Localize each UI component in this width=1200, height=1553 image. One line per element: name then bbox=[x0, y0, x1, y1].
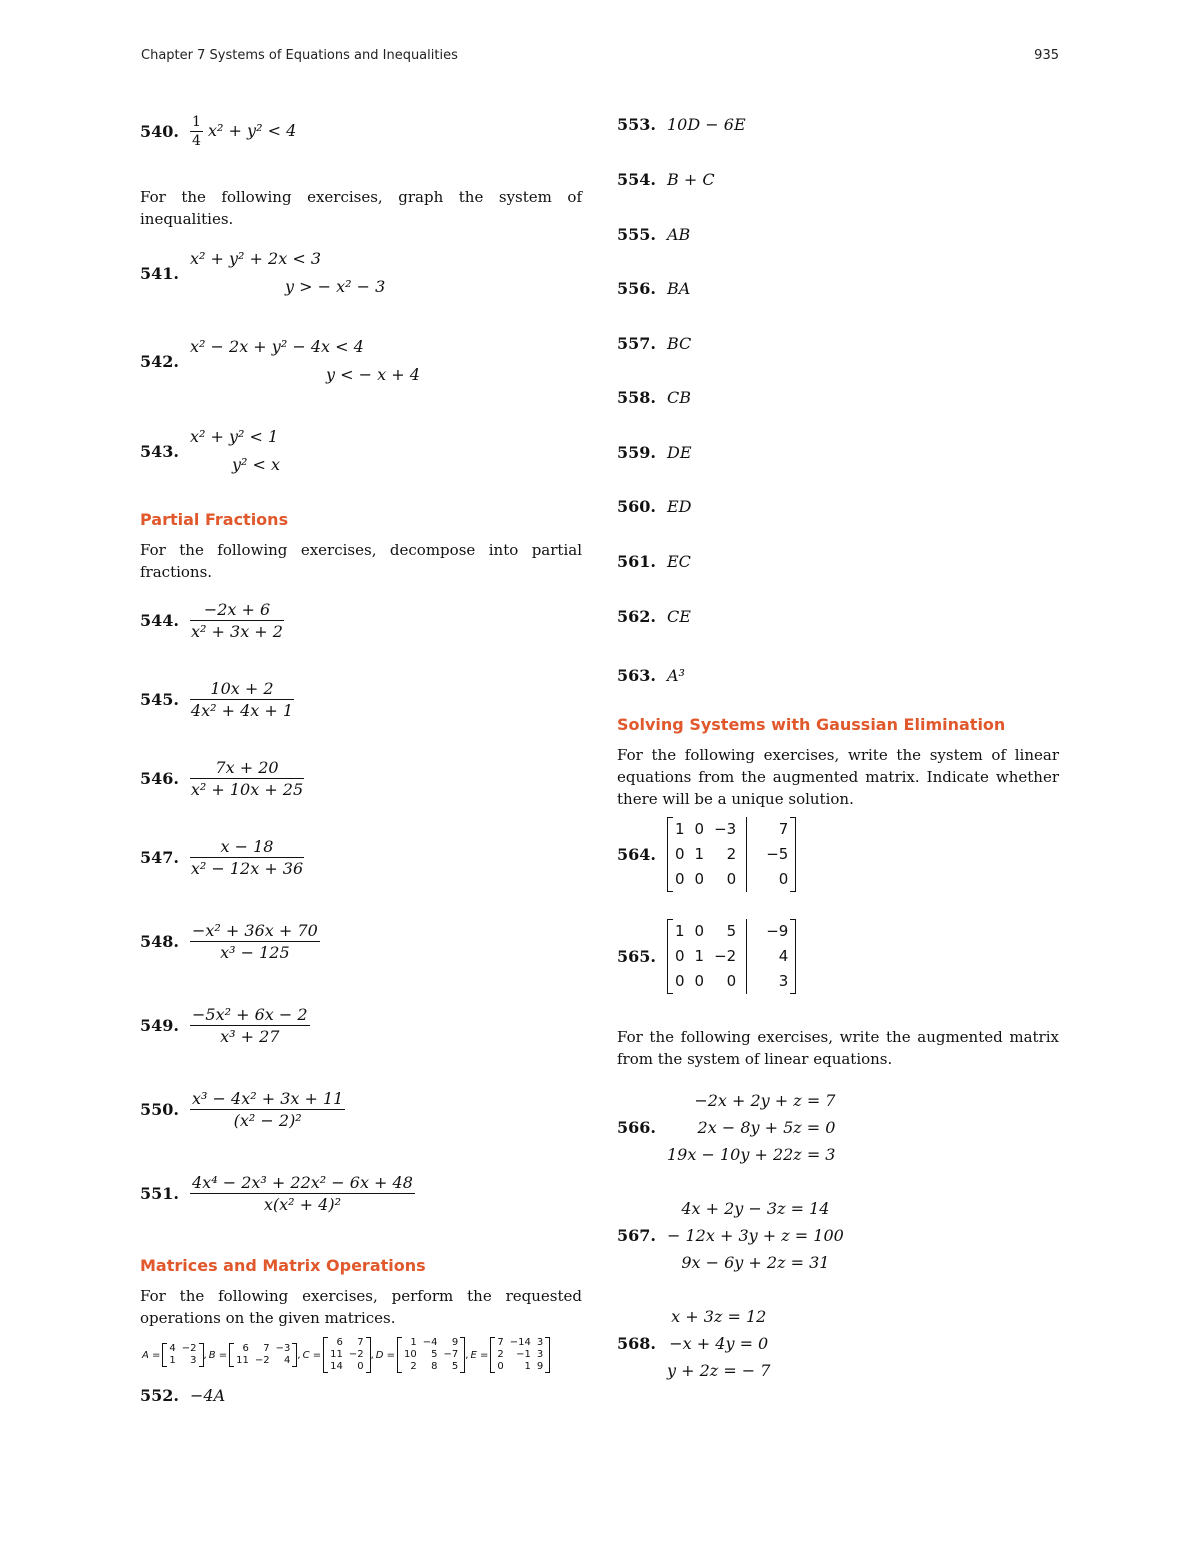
matrix-cell: −3 bbox=[714, 819, 737, 838]
exercise-555: 555. AB bbox=[617, 224, 691, 244]
fraction: $\frac{\text{x³ − 4x² + 3x + 11}}{\text{(x² − 2)²}}$ bbox=[192, 1088, 344, 1130]
exercise-558: 558. CB bbox=[617, 387, 691, 407]
inequality-system: x² − 2x + y² − 4x < 4 y < − x + 4 bbox=[190, 337, 420, 384]
matrix-cell: −3 bbox=[275, 1343, 291, 1354]
matrix-cell: −9 bbox=[766, 921, 789, 940]
exercise-554: 554. B + C bbox=[617, 169, 715, 189]
augment-bar bbox=[746, 867, 756, 892]
matrix-cell: 0 bbox=[497, 1361, 504, 1372]
instructions-partial: For the following exercises, decompose into partial fractions. bbox=[140, 541, 582, 581]
exercise-547: 547. $\frac{x - 18}{\text{x² − 12x + 36}}$ bbox=[140, 836, 304, 878]
equation-system: x + 3z = 12 −x + 4y = 0 y + 2z = − 7 bbox=[667, 1306, 771, 1380]
matrix-cell: 1 bbox=[675, 819, 685, 838]
augment-bar bbox=[746, 842, 756, 867]
instructions-augmented: For the following exercises, write the augmented matrix from the system of linear equations. bbox=[617, 1028, 1059, 1068]
matrix-cell: 8 bbox=[431, 1361, 438, 1372]
matrix-cell: −14 bbox=[509, 1337, 531, 1348]
matrix-cell: 3 bbox=[778, 971, 789, 990]
inequality-system: x² + y² < 1 y² < x bbox=[190, 427, 281, 474]
exercise-550: 550. $\frac{\text{x³ − 4x² + 3x + 11}}{\text{(x² − 2)²}}$ bbox=[140, 1088, 344, 1130]
exercise-549: 549. $\frac{\text{−5x² + 6x − 2}}{\text{x³ + 27}}$ bbox=[140, 1004, 308, 1046]
augmented-matrix bbox=[667, 919, 796, 994]
matrix-cell: 0 bbox=[694, 869, 705, 888]
matrix-cell: 0 bbox=[675, 844, 685, 863]
exercise-553: 553. 10D − 6E bbox=[617, 114, 746, 134]
augment-bar bbox=[746, 944, 756, 969]
matrix-cell: 11 bbox=[330, 1349, 343, 1360]
exercise-563: 563. A³ bbox=[617, 665, 685, 685]
matrix-cell: 1 bbox=[524, 1361, 531, 1372]
exercise-560: 560. ED bbox=[617, 496, 692, 516]
matrix-cell: 6 bbox=[336, 1337, 343, 1348]
matrix-label-a: A = bbox=[142, 1349, 161, 1361]
matrix-cell: −7 bbox=[443, 1349, 459, 1360]
section-heading-matrices: Matrices and Matrix Operations bbox=[140, 1256, 426, 1275]
exercise-556: 556. BA bbox=[617, 278, 691, 298]
exercise-543: 543. x² + y² < 1 y² < x bbox=[140, 418, 582, 484]
exercise-566: 566. −2x + 2y + z = 7 2x − 8y + 5z = 0 19x − 10y + 22z = 3 bbox=[617, 1086, 1059, 1168]
matrix-cell: 10 bbox=[404, 1349, 417, 1360]
matrix-b bbox=[229, 1343, 297, 1367]
matrix-cell: 0 bbox=[726, 971, 737, 990]
matrix-cell: −1 bbox=[516, 1349, 531, 1360]
matrix-cell: 7 bbox=[497, 1337, 504, 1348]
given-matrices: A = 4 −2 1 3 , B = 6 7 −3 11 −2 4 , C = 6 7 11 −2 14 0 , D = 1 −4 9 10 5 −7 2 8 5 , E = 7 −14 3 2 −1 3 0 1 9 bbox=[140, 1337, 582, 1373]
inequality: $\frac{1}{4}$ x² + y² < 4 bbox=[192, 113, 297, 149]
matrix-cell: 5 bbox=[451, 1361, 459, 1372]
exercise-551: 551. $\frac{\text{4x⁴ − 2x³ + 22x² − 6x + 48}}{\text{x(x² + 4)²}}$ bbox=[140, 1172, 413, 1214]
matrix-cell: −2 bbox=[181, 1343, 197, 1354]
matrix-cell: 9 bbox=[451, 1337, 459, 1348]
matrix-cell: −5 bbox=[766, 844, 789, 863]
exercise-542: 542. x² − 2x + y² − 4x < 4 y < − x + 4 bbox=[140, 328, 582, 394]
augmented-matrix bbox=[667, 817, 796, 892]
matrix-cell: 3 bbox=[190, 1355, 197, 1366]
matrix-cell: 1 bbox=[675, 921, 685, 940]
exercise-548: 548. $\frac{\text{−x² + 36x + 70}}{\text{x³ − 125}}$ bbox=[140, 920, 318, 962]
matrix-cell: 6 bbox=[242, 1343, 249, 1354]
matrix-label-e: E = bbox=[470, 1349, 489, 1361]
matrix-e bbox=[490, 1337, 550, 1373]
augment-bar bbox=[746, 969, 756, 994]
exercise-568: 568. x + 3z = 12 −x + 4y = 0 y + 2z = − 7 bbox=[617, 1302, 1059, 1384]
matrix-cell: 7 bbox=[778, 819, 789, 838]
matrix-c bbox=[323, 1337, 370, 1373]
exercise-567: 567. 4x + 2y − 3z = 14 − 12x + 3y + z = 100 9x − 6y + 2z = 31 bbox=[617, 1194, 1059, 1276]
matrix-cell: 0 bbox=[694, 971, 705, 990]
matrix-cell: 0 bbox=[778, 869, 789, 888]
matrix-cell: 0 bbox=[726, 869, 737, 888]
matrix-a bbox=[162, 1343, 203, 1367]
exercise-number: 540. bbox=[140, 121, 179, 141]
fraction: $\frac{7x + 20}{\text{x² + 10x + 25}}$ bbox=[190, 757, 304, 799]
page-number: 935 bbox=[1034, 48, 1059, 63]
matrix-cell: 11 bbox=[236, 1355, 249, 1366]
matrix-cell: 3 bbox=[536, 1337, 544, 1348]
exercise-561: 561. EC bbox=[617, 551, 691, 571]
matrix-cell: 0 bbox=[357, 1361, 364, 1372]
matrix-cell: 1 bbox=[169, 1355, 176, 1366]
matrix-cell: −2 bbox=[254, 1355, 270, 1366]
exercise-557: 557. BC bbox=[617, 333, 692, 353]
fraction: $\frac{-2x + 6}{\text{x² + 3x + 2}}$ bbox=[191, 599, 283, 641]
matrix-cell: 14 bbox=[330, 1361, 343, 1372]
instructions-gaussian: For the following exercises, write the system of linear equations from the augmented matrix. Indicate whether there will be a unique solution. bbox=[617, 746, 1059, 808]
equation-system: −2x + 2y + z = 7 2x − 8y + 5z = 0 19x − 10y + 22z = 3 bbox=[667, 1090, 836, 1164]
exercise-565: 565. 1 0 5 −9 0 1 −2 4 0 0 0 3 bbox=[617, 924, 1059, 988]
instructions-graph: For the following exercises, graph the system of inequalities. bbox=[140, 188, 582, 228]
instructions-matrices: For the following exercises, perform the requested operations on the given matrices. bbox=[140, 1287, 582, 1327]
matrix-cell: 1 bbox=[694, 844, 705, 863]
fraction: $\frac{x - 18}{\text{x² − 12x + 36}}$ bbox=[190, 836, 304, 878]
exercise-564: 564. 1 0 −3 7 0 1 2 −5 0 0 0 0 bbox=[617, 822, 1059, 886]
matrix-cell: 0 bbox=[675, 869, 685, 888]
matrix-cell: 0 bbox=[694, 819, 705, 838]
matrix-cell: −2 bbox=[714, 946, 737, 965]
matrix-cell: −4 bbox=[422, 1337, 438, 1348]
matrix-cell: 2 bbox=[726, 844, 737, 863]
matrix-cell: 5 bbox=[726, 921, 737, 940]
equation-system: 4x + 2y − 3z = 14 − 12x + 3y + z = 100 9x − 6y + 2z = 31 bbox=[667, 1198, 844, 1272]
matrix-cell: 2 bbox=[410, 1361, 417, 1372]
matrix-cell: 5 bbox=[431, 1349, 438, 1360]
exercise-562: 562. CE bbox=[617, 606, 691, 626]
matrix-cell: 4 bbox=[284, 1355, 291, 1366]
matrix-cell: 7 bbox=[263, 1343, 270, 1354]
matrix-cell: 4 bbox=[169, 1343, 176, 1354]
matrix-cell: 9 bbox=[536, 1361, 544, 1372]
matrix-label-b: B = bbox=[208, 1349, 228, 1361]
matrix-cell: 4 bbox=[778, 946, 789, 965]
matrix-d bbox=[397, 1337, 465, 1373]
matrix-label-c: C = bbox=[302, 1349, 322, 1361]
left-column bbox=[140, 108, 582, 1409]
augment-bar bbox=[746, 817, 756, 842]
exercise-546: 546. $\frac{7x + 20}{\text{x² + 10x + 25}}$ bbox=[140, 757, 304, 799]
exercise-540 bbox=[140, 108, 582, 154]
augment-bar bbox=[746, 919, 756, 944]
inequality-system: x² + y² + 2x < 3 y > − x² − 3 bbox=[190, 249, 386, 296]
exercise-559: 559. DE bbox=[617, 442, 692, 462]
exercise-541: 541. x² + y² + 2x < 3 y > − x² − 3 bbox=[140, 240, 582, 306]
fraction: $\frac{10x + 2}{\text{4x² + 4x + 1}}$ bbox=[190, 678, 294, 720]
exercise-544: 544. $\frac{-2x + 6}{\text{x² + 3x + 2}}$ bbox=[140, 599, 283, 641]
fraction: $\frac{\text{−x² + 36x + 70}}{\text{x³ − 125}}$ bbox=[192, 920, 318, 962]
matrix-cell: 2 bbox=[497, 1349, 504, 1360]
chapter-title: Chapter 7 Systems of Equations and Inequalities bbox=[141, 48, 458, 63]
matrix-cell: 0 bbox=[675, 946, 685, 965]
fraction: $\frac{\text{−5x² + 6x − 2}}{\text{x³ + 27}}$ bbox=[192, 1004, 308, 1046]
exercise-545: 545. $\frac{10x + 2}{\text{4x² + 4x + 1}}$ bbox=[140, 678, 294, 720]
matrix-label-d: D = bbox=[375, 1349, 396, 1361]
fraction: $\frac{\text{4x⁴ − 2x³ + 22x² − 6x + 48}}{\text{x(x² + 4)²}}$ bbox=[192, 1172, 413, 1214]
matrix-cell: 7 bbox=[357, 1337, 364, 1348]
section-heading-partial-fractions: Partial Fractions bbox=[140, 510, 289, 529]
matrix-cell: 1 bbox=[694, 946, 705, 965]
matrix-cell: −2 bbox=[348, 1349, 364, 1360]
right-column bbox=[617, 108, 1059, 1384]
matrix-cell: 1 bbox=[410, 1337, 417, 1348]
matrix-cell: 0 bbox=[694, 921, 705, 940]
matrix-cell: 0 bbox=[675, 971, 685, 990]
exercise-552: 552. −4A bbox=[140, 1385, 226, 1405]
section-heading-gaussian: Solving Systems with Gaussian Elimination bbox=[617, 715, 1006, 734]
matrix-cell: 3 bbox=[536, 1349, 544, 1360]
